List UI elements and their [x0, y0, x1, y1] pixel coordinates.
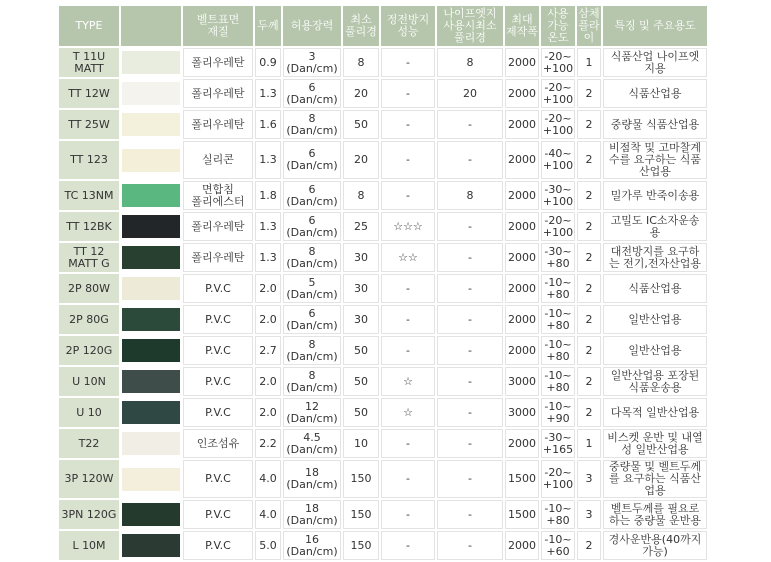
- cell-min-pulley: 50: [343, 110, 379, 139]
- header-material: 벨트표면 재질: [183, 6, 253, 46]
- cell-usage: 벨트두께를 필요로 하는 중량물 운반용: [603, 500, 707, 529]
- cell-material: P.V.C: [183, 305, 253, 334]
- belt-texture-swatch: [122, 51, 180, 74]
- belt-texture-swatch: [122, 534, 180, 557]
- cell-pulley-count: 2: [577, 398, 601, 427]
- belt-texture-swatch: [122, 432, 180, 455]
- cell-type: 3P 120W: [59, 460, 119, 498]
- cell-antistatic: -: [381, 110, 435, 139]
- belt-swatch: [121, 367, 181, 396]
- cell-tension: 18 (Dan/cm): [283, 500, 341, 529]
- cell-knife-pulley: -: [437, 336, 503, 365]
- cell-knife-pulley: -: [437, 212, 503, 241]
- cell-usage: 중량물 식품산업용: [603, 110, 707, 139]
- cell-pulley-count: 2: [577, 336, 601, 365]
- header-pulley-count: 삼체 플라 이: [578, 7, 600, 44]
- cell-min-pulley: 150: [343, 531, 379, 560]
- cell-usage: 일반산업용: [603, 336, 707, 365]
- cell-thickness: 2.2: [255, 429, 281, 458]
- cell-min-pulley: 8: [343, 181, 379, 210]
- cell-tension: 8 (Dan/cm): [283, 110, 341, 139]
- cell-max-width: 2000: [505, 336, 539, 365]
- table-row: [59, 110, 707, 139]
- cell-antistatic: -: [381, 500, 435, 529]
- cell-pulley-count: 3: [577, 500, 601, 529]
- cell-pulley-count: 2: [577, 212, 601, 241]
- cell-min-pulley: 50: [343, 398, 379, 427]
- header-tension: 허용장력: [283, 6, 341, 46]
- cell-min-pulley: 30: [343, 243, 379, 272]
- belt-swatch: [121, 398, 181, 427]
- cell-antistatic: ☆☆: [381, 243, 435, 272]
- cell-type: TT 25W: [59, 110, 119, 139]
- belt-swatch: [121, 460, 181, 498]
- cell-type: U 10: [59, 398, 119, 427]
- cell-usage: 비스켓 운반 및 내열 성 일반산업용: [603, 429, 707, 458]
- cell-antistatic: -: [381, 429, 435, 458]
- cell-material: P.V.C: [183, 367, 253, 396]
- belt-texture-swatch: [122, 184, 180, 207]
- table-body: [59, 48, 707, 560]
- cell-antistatic: -: [381, 460, 435, 498]
- cell-knife-pulley: -: [437, 429, 503, 458]
- cell-material: 면합침 폴리에스터: [183, 181, 253, 210]
- cell-type: 2P 80G: [59, 305, 119, 334]
- cell-knife-pulley: -: [437, 274, 503, 303]
- cell-material: P.V.C: [183, 336, 253, 365]
- cell-antistatic: -: [381, 305, 435, 334]
- header-row: [59, 6, 707, 46]
- table-row: [59, 181, 707, 210]
- cell-pulley-count: 2: [577, 305, 601, 334]
- cell-material: 폴리우레탄: [183, 212, 253, 241]
- cell-max-width: 2000: [505, 79, 539, 108]
- cell-max-width: 2000: [505, 531, 539, 560]
- belt-texture-swatch: [122, 401, 180, 424]
- cell-usage: 일반산업용 포장된 식품운송용: [603, 367, 707, 396]
- cell-temp: -20~ +100: [541, 212, 575, 241]
- cell-thickness: 1.6: [255, 110, 281, 139]
- cell-temp: -10~ +90: [541, 398, 575, 427]
- belt-swatch: [121, 212, 181, 241]
- cell-thickness: 1.3: [255, 212, 281, 241]
- cell-thickness: 1.3: [255, 79, 281, 108]
- cell-min-pulley: 150: [343, 500, 379, 529]
- cell-pulley-count: 3: [577, 460, 601, 498]
- belt-spec-table: [57, 4, 709, 562]
- belt-swatch: [121, 243, 181, 272]
- cell-max-width: 2000: [505, 274, 539, 303]
- cell-max-width: 2000: [505, 429, 539, 458]
- cell-pulley-count: 1: [577, 48, 601, 77]
- cell-max-width: 1500: [505, 500, 539, 529]
- table-row: [59, 429, 707, 458]
- cell-thickness: 2.0: [255, 367, 281, 396]
- belt-swatch: [121, 79, 181, 108]
- cell-tension: 12 (Dan/cm): [283, 398, 341, 427]
- belt-swatch: [121, 181, 181, 210]
- cell-max-width: 2000: [505, 305, 539, 334]
- cell-thickness: 4.0: [255, 460, 281, 498]
- belt-swatch: [121, 274, 181, 303]
- cell-type: T22: [59, 429, 119, 458]
- cell-usage: 다목적 일반산업용: [603, 398, 707, 427]
- header-type: TYPE: [59, 6, 119, 46]
- belt-swatch: [121, 531, 181, 560]
- cell-tension: 18 (Dan/cm): [283, 460, 341, 498]
- cell-temp: -10~ +80: [541, 367, 575, 396]
- table-row: [59, 500, 707, 529]
- belt-texture-swatch: [122, 370, 180, 393]
- cell-max-width: 2000: [505, 110, 539, 139]
- cell-min-pulley: 20: [343, 141, 379, 179]
- table-row: [59, 48, 707, 77]
- cell-type: 2P 80W: [59, 274, 119, 303]
- belt-swatch: [121, 336, 181, 365]
- cell-temp: -20~ +100: [541, 48, 575, 77]
- cell-tension: 6 (Dan/cm): [283, 79, 341, 108]
- cell-knife-pulley: -: [437, 531, 503, 560]
- cell-material: P.V.C: [183, 274, 253, 303]
- belt-texture-swatch: [122, 113, 180, 136]
- cell-thickness: 1.3: [255, 243, 281, 272]
- belt-texture-swatch: [122, 339, 180, 362]
- belt-texture-swatch: [122, 277, 180, 300]
- cell-temp: -40~ +100: [541, 141, 575, 179]
- cell-tension: 8 (Dan/cm): [283, 243, 341, 272]
- belt-texture-swatch: [122, 82, 180, 105]
- cell-thickness: 4.0: [255, 500, 281, 529]
- cell-pulley-count: 2: [577, 181, 601, 210]
- header-antistatic: 정전방지 성능: [381, 6, 435, 46]
- cell-knife-pulley: -: [437, 500, 503, 529]
- table-row: [59, 398, 707, 427]
- belt-swatch: [121, 141, 181, 179]
- cell-material: 폴리우레탄: [183, 243, 253, 272]
- cell-max-width: 1500: [505, 460, 539, 498]
- cell-material: 폴리우레탄: [183, 48, 253, 77]
- cell-min-pulley: 50: [343, 367, 379, 396]
- belt-texture-swatch: [122, 215, 180, 238]
- cell-temp: -10~ +80: [541, 336, 575, 365]
- cell-thickness: 1.8: [255, 181, 281, 210]
- cell-min-pulley: 20: [343, 79, 379, 108]
- belt-texture-swatch: [122, 149, 180, 172]
- header-swatch: [121, 6, 181, 46]
- cell-antistatic: -: [381, 531, 435, 560]
- header-thickness: 두께: [255, 6, 281, 46]
- belt-swatch: [121, 429, 181, 458]
- cell-usage: 고밀도 IC소자운송 용: [603, 212, 707, 241]
- cell-tension: 6 (Dan/cm): [283, 305, 341, 334]
- cell-pulley-count: 2: [577, 274, 601, 303]
- cell-tension: 8 (Dan/cm): [283, 336, 341, 365]
- cell-thickness: 5.0: [255, 531, 281, 560]
- cell-type: 2P 120G: [59, 336, 119, 365]
- cell-type: TT 12 MATT G: [59, 243, 119, 272]
- cell-antistatic: -: [381, 141, 435, 179]
- table-row: [59, 367, 707, 396]
- table-row: [59, 79, 707, 108]
- cell-thickness: 2.0: [255, 305, 281, 334]
- belt-texture-swatch: [122, 246, 180, 269]
- belt-texture-swatch: [122, 468, 180, 491]
- cell-knife-pulley: -: [437, 243, 503, 272]
- header-max-width: 최대 제작폭: [505, 6, 539, 46]
- cell-antistatic: -: [381, 48, 435, 77]
- cell-material: P.V.C: [183, 531, 253, 560]
- cell-usage: 일반산업용: [603, 305, 707, 334]
- cell-tension: 5 (Dan/cm): [283, 274, 341, 303]
- cell-knife-pulley: -: [437, 460, 503, 498]
- cell-material: 인조섬유: [183, 429, 253, 458]
- cell-min-pulley: 25: [343, 212, 379, 241]
- header-usage: 특징 및 주요용도: [603, 6, 707, 46]
- belt-swatch: [121, 500, 181, 529]
- table-row: [59, 274, 707, 303]
- table-row: [59, 305, 707, 334]
- cell-thickness: 1.3: [255, 141, 281, 179]
- cell-pulley-count: 2: [577, 243, 601, 272]
- belt-texture-swatch: [122, 308, 180, 331]
- cell-pulley-count: 2: [577, 79, 601, 108]
- cell-max-width: 2000: [505, 212, 539, 241]
- cell-temp: -20~ +100: [541, 79, 575, 108]
- cell-thickness: 2.7: [255, 336, 281, 365]
- belt-swatch: [121, 48, 181, 77]
- cell-tension: 6 (Dan/cm): [283, 181, 341, 210]
- cell-knife-pulley: 8: [437, 48, 503, 77]
- cell-knife-pulley: -: [437, 141, 503, 179]
- cell-temp: -10~ +80: [541, 500, 575, 529]
- cell-usage: 식품산업 나이프엣 지용: [603, 48, 707, 77]
- cell-max-width: 2000: [505, 141, 539, 179]
- cell-temp: -10~ +60: [541, 531, 575, 560]
- cell-tension: 8 (Dan/cm): [283, 367, 341, 396]
- cell-antistatic: -: [381, 336, 435, 365]
- cell-max-width: 3000: [505, 398, 539, 427]
- cell-temp: -30~ +165: [541, 429, 575, 458]
- cell-tension: 16 (Dan/cm): [283, 531, 341, 560]
- cell-pulley-count: 2: [577, 141, 601, 179]
- cell-pulley-count: 2: [577, 367, 601, 396]
- header-temp: 사용 가능 온도: [541, 6, 575, 46]
- cell-type: U 10N: [59, 367, 119, 396]
- cell-tension: 3 (Dan/cm): [283, 48, 341, 77]
- cell-min-pulley: 10: [343, 429, 379, 458]
- belt-swatch: [121, 110, 181, 139]
- cell-type: TT 12BK: [59, 212, 119, 241]
- cell-max-width: 2000: [505, 48, 539, 77]
- cell-knife-pulley: 8: [437, 181, 503, 210]
- table-row: [59, 243, 707, 272]
- cell-antistatic: ☆☆☆: [381, 212, 435, 241]
- cell-antistatic: -: [381, 274, 435, 303]
- header-min-pulley: 최소 풀리경: [343, 6, 379, 46]
- cell-type: TT 12W: [59, 79, 119, 108]
- cell-tension: 6 (Dan/cm): [283, 141, 341, 179]
- cell-pulley-count: 1: [577, 429, 601, 458]
- cell-type: TC 13NM: [59, 181, 119, 210]
- cell-temp: -10~ +80: [541, 274, 575, 303]
- cell-material: 실리콘: [183, 141, 253, 179]
- cell-temp: -30~ +80: [541, 243, 575, 272]
- cell-material: 폴리우레탄: [183, 110, 253, 139]
- cell-max-width: 2000: [505, 181, 539, 210]
- table-row: [59, 531, 707, 560]
- cell-thickness: 0.9: [255, 48, 281, 77]
- cell-usage: 밀가루 반죽이송용: [603, 181, 707, 210]
- cell-material: P.V.C: [183, 398, 253, 427]
- cell-antistatic: ☆: [381, 367, 435, 396]
- cell-type: 3PN 120G: [59, 500, 119, 529]
- cell-min-pulley: 150: [343, 460, 379, 498]
- cell-min-pulley: 30: [343, 274, 379, 303]
- cell-tension: 4.5 (Dan/cm): [283, 429, 341, 458]
- cell-type: TT 123: [59, 141, 119, 179]
- cell-knife-pulley: -: [437, 367, 503, 396]
- belt-swatch: [121, 305, 181, 334]
- cell-material: P.V.C: [183, 460, 253, 498]
- cell-min-pulley: 50: [343, 336, 379, 365]
- cell-max-width: 3000: [505, 367, 539, 396]
- cell-type: T 11U MATT: [59, 48, 119, 77]
- cell-antistatic: ☆: [381, 398, 435, 427]
- cell-thickness: 2.0: [255, 274, 281, 303]
- cell-knife-pulley: 20: [437, 79, 503, 108]
- cell-usage: 비점착 및 고마찰계 수를 요구하는 식품 산업용: [603, 141, 707, 179]
- table-row: [59, 460, 707, 498]
- cell-knife-pulley: -: [437, 305, 503, 334]
- cell-material: P.V.C: [183, 500, 253, 529]
- cell-material: 폴리우레탄: [183, 79, 253, 108]
- cell-usage: 경사운반용(40까지 가능): [603, 531, 707, 560]
- cell-temp: -20~ +100: [541, 110, 575, 139]
- cell-usage: 식품산업용: [603, 79, 707, 108]
- cell-knife-pulley: -: [437, 110, 503, 139]
- cell-pulley-count: 2: [577, 531, 601, 560]
- table-row: [59, 336, 707, 365]
- cell-usage: 식품산업용: [603, 274, 707, 303]
- header-knife-pulley: 나이프엣지 사용시최소 풀리경: [437, 6, 503, 46]
- cell-knife-pulley: -: [437, 398, 503, 427]
- cell-antistatic: -: [381, 181, 435, 210]
- cell-temp: -10~ +80: [541, 305, 575, 334]
- cell-usage: 대전방지를 요구하 는 전기,전자산업용: [603, 243, 707, 272]
- cell-antistatic: -: [381, 79, 435, 108]
- table-row: [59, 212, 707, 241]
- cell-min-pulley: 30: [343, 305, 379, 334]
- cell-max-width: 2000: [505, 243, 539, 272]
- cell-thickness: 2.0: [255, 398, 281, 427]
- cell-pulley-count: 2: [577, 110, 601, 139]
- cell-type: L 10M: [59, 531, 119, 560]
- cell-tension: 6 (Dan/cm): [283, 212, 341, 241]
- table-row: [59, 141, 707, 179]
- cell-temp: -30~ +100: [541, 181, 575, 210]
- cell-min-pulley: 8: [343, 48, 379, 77]
- belt-texture-swatch: [122, 503, 180, 526]
- cell-usage: 중량물 및 벨트두께 를 요구하는 식품산 업용: [603, 460, 707, 498]
- cell-temp: -20~ +100: [541, 460, 575, 498]
